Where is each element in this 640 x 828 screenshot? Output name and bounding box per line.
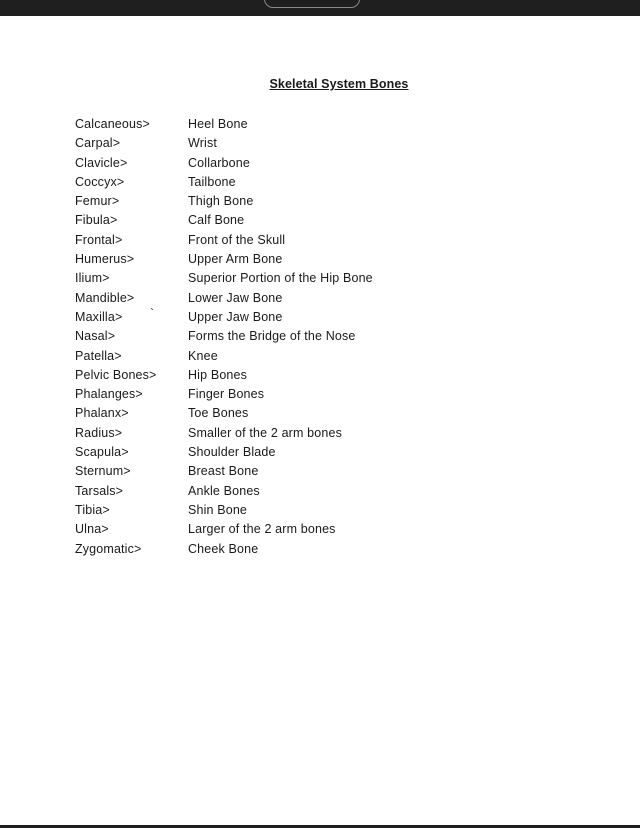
bone-description: Collarbone [188,155,250,170]
bone-row [75,289,508,308]
bone-name: Sternum> [75,464,131,479]
bone-description: Shoulder Blade [188,445,276,460]
bone-name: Ilium> [75,271,110,286]
bone-name: Patella> [75,348,122,363]
bone-row [75,404,508,423]
bone-row [75,231,508,250]
bone-name: Humerus> [75,252,135,267]
bone-name: Calcaneous> [75,117,150,131]
stray-mark: ` [150,305,155,320]
bone-name: Nasal> [75,329,116,344]
bone-name: Tibia> [75,502,110,517]
bone-row [75,211,508,230]
bone-row [75,347,508,366]
bone-row [75,366,508,385]
viewer-tab-handle[interactable] [264,0,360,8]
viewer-top-bar [0,0,640,16]
bone-row [75,269,508,288]
bone-name: Radius> [75,425,123,440]
bone-row [75,134,508,153]
bone-name: Tarsals> [75,483,124,498]
bone-description: Shin Bone [188,502,248,517]
bone-description: Larger of the 2 arm bones [188,522,336,537]
bone-row [75,115,508,134]
bone-description: Smaller of the 2 arm bones [188,425,342,440]
bone-row [75,250,508,269]
bone-name: Coccyx> [75,174,125,189]
bone-row [75,520,508,539]
bone-description: Breast Bone [188,464,259,479]
bone-name: Phalanges> [75,387,143,402]
bone-description: Cheek Bone [188,541,259,556]
bone-description: Forms the Bridge of the Nose [188,329,356,344]
bone-description: Finger Bones [188,387,265,402]
bone-description: Wrist [188,136,217,151]
bone-name-text: Maxilla> [75,309,123,324]
bone-row [75,501,508,520]
bone-description: Upper Jaw Bone [188,309,283,324]
bone-row [75,173,508,192]
bone-row [75,482,508,501]
bone-row [75,154,508,173]
bone-row [75,540,508,559]
bone-name: Carpal> [75,136,121,151]
bone-name: Pelvic Bones> [75,367,157,382]
bone-name: Fibula> [75,213,118,228]
bone-row [75,305,508,327]
bone-row [75,424,508,443]
bone-row [75,385,508,404]
bone-name: Phalanx> [75,406,129,421]
bone-description: Thigh Bone [188,194,254,209]
bone-name: Scapula> [75,445,129,460]
bone-description: Toe Bones [188,406,249,421]
bone-description: Tailbone [188,174,236,189]
bone-row [75,443,508,462]
bone-name: Ulna> [75,522,109,537]
bone-name: Zygomatic> [75,541,142,556]
bone-description: Calf Bone [188,213,245,228]
bone-description: Lower Jaw Bone [188,290,283,305]
bone-description: Superior Portion of the Hip Bone [188,271,373,286]
bone-description: Knee [188,348,218,363]
bone-name: Mandible> [75,290,135,305]
page-title: Skeletal System Bones [269,77,409,91]
bone-description: Heel Bone [188,117,248,131]
bone-name [75,305,188,327]
bone-row [75,327,508,346]
bone-name: Clavicle> [75,155,128,170]
bone-description: Hip Bones [188,367,248,382]
bone-row [75,192,508,211]
bone-description: Ankle Bones [188,483,260,498]
bone-row [75,462,508,481]
bone-name: Frontal> [75,232,123,247]
bone-name: Femur> [75,194,120,209]
bone-description: Front of the Skull [188,232,286,247]
bone-list [75,115,508,559]
bone-description: Upper Arm Bone [188,252,283,267]
